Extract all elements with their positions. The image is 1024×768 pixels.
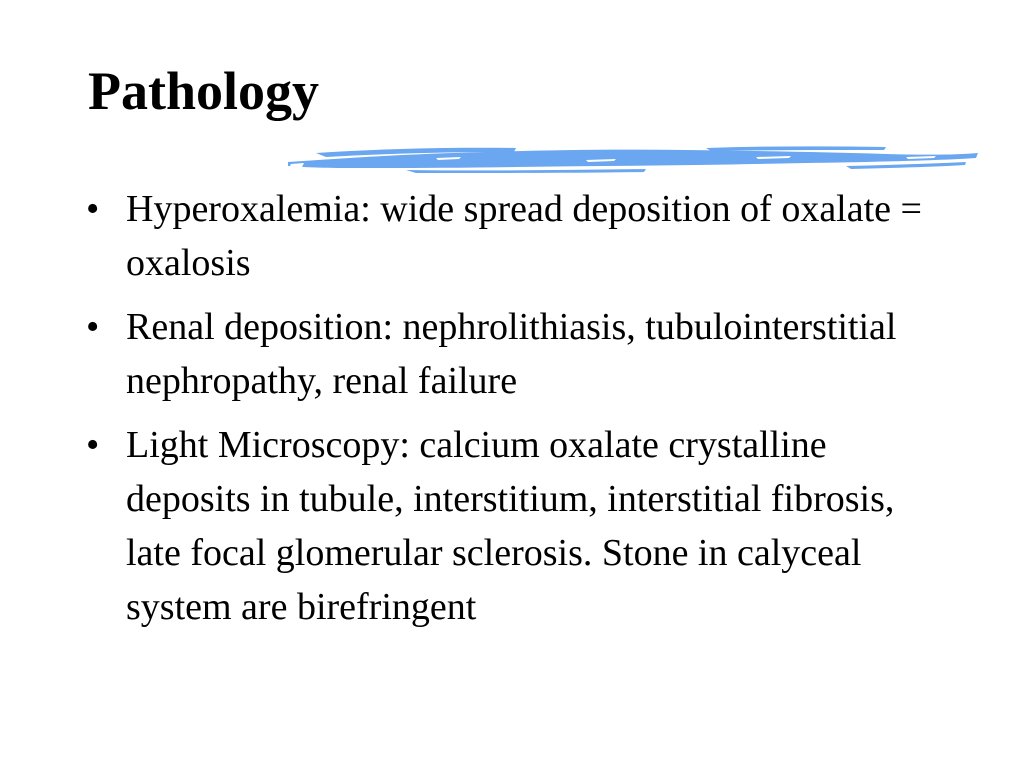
bullet-item <box>86 418 946 634</box>
bullet-text: Renal deposition: nephrolithiasis, tubulointerstitial nephropathy, renal failure <box>126 306 897 402</box>
title-underline-brush-stroke <box>286 140 980 174</box>
bullet-marker: • <box>86 188 100 230</box>
bullet-text: Hyperoxalemia: wide spread deposition of oxalate = oxalosis <box>126 188 922 284</box>
slide-title: Pathology <box>88 61 320 121</box>
bullet-text: Light Microscopy: calcium oxalate crystalline deposits in tubule, interstitium, interstitial fibrosis, late focal glomerular sclerosis. Stone in calyceal system are birefringent <box>126 424 895 628</box>
bullet-list <box>86 182 946 644</box>
bullet-marker: • <box>86 424 100 466</box>
bullet-item <box>86 182 946 290</box>
bullet-item <box>86 300 946 408</box>
bullet-marker: • <box>86 306 100 348</box>
